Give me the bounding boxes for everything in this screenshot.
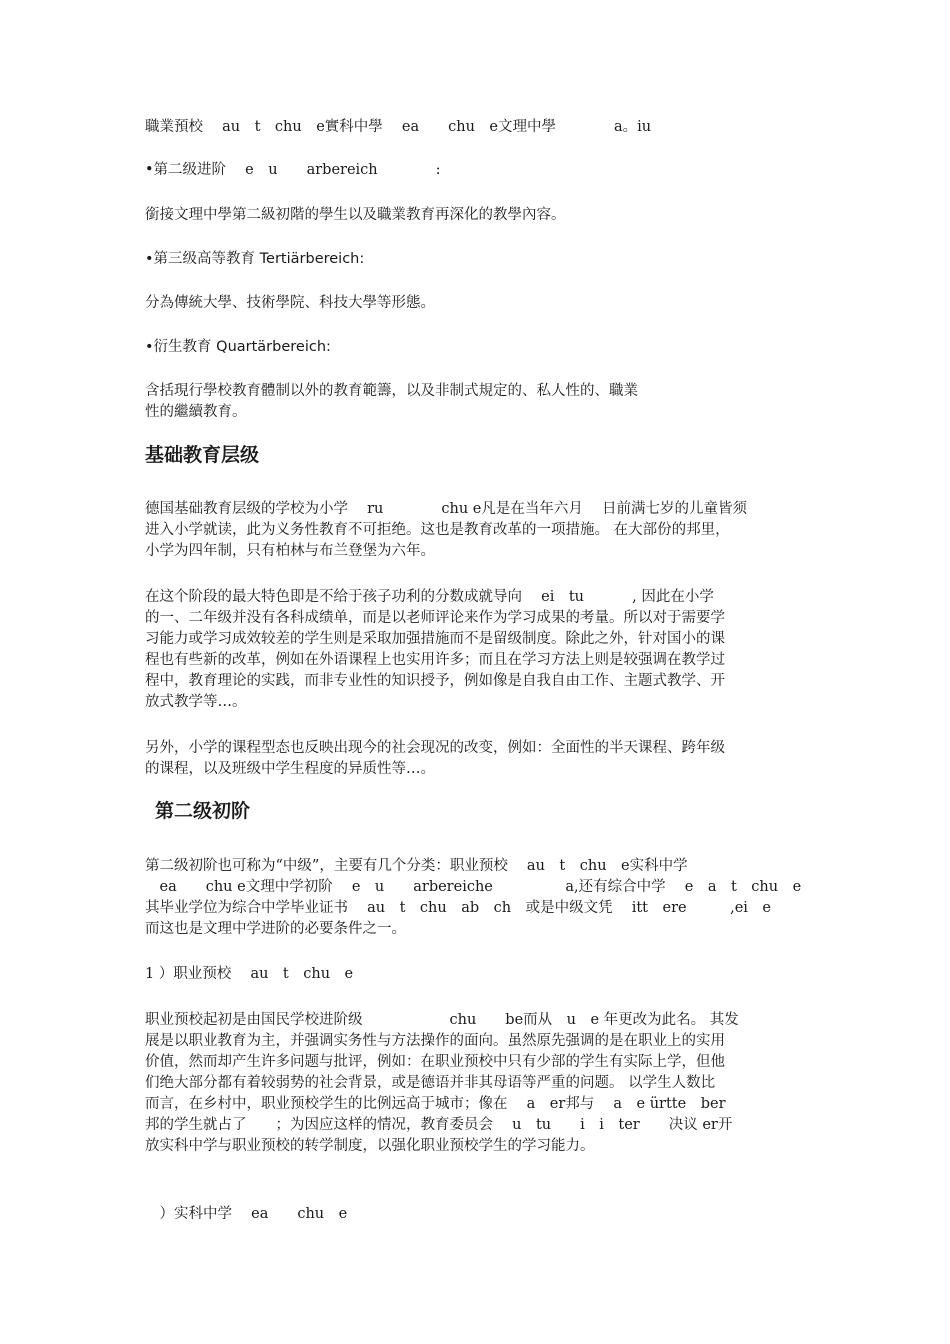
text-line-secondary-p1-1: 第二级初阶也可称为“中级”，主要有几个分类：职业预校 au t chu e实科中学	[145, 858, 688, 874]
text-line-secondary-p1-2: ea chu e文理中学初阶 e u arbereiche a,还有综合中学 e a t chu e	[145, 879, 802, 895]
text-line-primary-p1-2: 进入小学就读，此为义务性教育不可拒绝。这也是教育改革的一项措施。 在大部份的邦里，	[145, 522, 730, 538]
text-line-hauptschule-3: 价值，然而却产生许多问题与批评，例如：在职业预校中只有少部的学生有实际上学，但他	[145, 1054, 725, 1070]
text-line-tertiary-desc: 分為傳統大學、技術學院、科技大學等形態。	[145, 295, 435, 311]
text-line-hauptschule-5: 而言，在乡村中，职业预校学生的比例远高于城市；像在 a er邦与 a e ürtte ber	[145, 1096, 726, 1112]
text-line-primary-p1-1: 德国基础教育层级的学校为小学 ru chu e凡是在当年六月 日前满七岁的儿童皆须	[145, 501, 747, 517]
text-line-quaternary-desc-1: 含括現行學校教育體制以外的教育範籌，以及非制式規定的、私人性的、職業	[145, 383, 638, 399]
text-line-hauptschule-1: 职业预校起初是由国民学校进阶级 chu be而从 u e 年更改为此名。 其发	[145, 1012, 739, 1028]
text-line-quaternary: •衍生教育 Quartärbereich:	[145, 339, 331, 355]
text-line-secondary-upper: •第二级进阶 e u arbereich :	[145, 162, 441, 178]
text-line-primary-p2-2: 的一、二年级并没有各科成绩单，而是以老师评论来作为学习成果的考量。所以对于需要学	[145, 610, 725, 626]
text-line-hauptschule-4: 们绝大部分都有着较弱势的社会背景，或是德语并非其母语等严重的问题。 以学生人数比	[145, 1075, 716, 1091]
section-heading-primary: 基础教育层级	[145, 444, 260, 466]
text-line-primary-p2-4: 程也有些新的改革，例如在外语课程上也实用许多；而且在学习方法上则是较强调在教学过	[145, 652, 725, 668]
text-line-hauptschule-6: 邦的学生就占了 ；为因应这样的情况，教育委员会 u tu i i ter 决议 er开	[145, 1117, 733, 1133]
text-line-secondary-p1-4: 而这也是文理中学进阶的必要条件之一。	[145, 921, 406, 937]
text-line-secondary-p1-3: 其毕业学位为综合中学毕业证书 au t chu ab ch 或是中级文凭 itt ere ,ei e	[145, 900, 772, 916]
text-line-quaternary-desc-2: 性的繼續教育。	[145, 404, 247, 420]
text-line-hauptschule-title: 1 ）职业预校 au t chu e	[145, 966, 354, 982]
text-line-primary-p2-6: 放式教学等…。	[145, 694, 247, 710]
text-line-hauptschule-7: 放实科中学与职业预校的转学制度，以强化职业预校学生的学习能力。	[145, 1138, 595, 1154]
text-line-secondary-upper-desc: 銜接文理中學第二級初階的學生以及職業教育再深化的教學內容。	[145, 207, 566, 223]
text-line-primary-p1-3: 小学为四年制，只有柏林与布兰登堡为六年。	[145, 543, 435, 559]
text-line-primary-p3-2: 的课程，以及班级中学生程度的异质性等…。	[145, 761, 435, 777]
text-line-schooltypes: 職業預校 au t chu e實科中學 ea chu e文理中學 a。iu	[145, 119, 652, 135]
text-line-tertiary: •第三级高等教育 Tertiärbereich:	[145, 251, 365, 267]
text-line-primary-p2-3: 习能力或学习成效较差的学生则是采取加强措施而不是留级制度。除此之外，针对国小的课	[145, 631, 725, 647]
text-line-realschule-title: ）实科中学 ea chu e	[145, 1206, 348, 1222]
text-line-hauptschule-2: 展是以职业教育为主，并强调实务性与方法操作的面向。虽然原先强调的是在职业上的实用	[145, 1033, 725, 1049]
section-heading-secondary-lower: 第二级初阶	[155, 800, 251, 822]
text-line-primary-p2-1: 在这个阶段的最大特色即是不给于孩子功利的分数成就导向 ei tu , 因此在小学	[145, 589, 714, 605]
text-line-primary-p2-5: 程中，教育理论的实践，而非专业性的知识授予，例如像是自我自由工作、主题式教学、开	[145, 673, 725, 689]
text-line-primary-p3-1: 另外，小学的课程型态也反映出现今的社会现况的改变，例如：全面性的半天课程、跨年级	[145, 740, 725, 756]
